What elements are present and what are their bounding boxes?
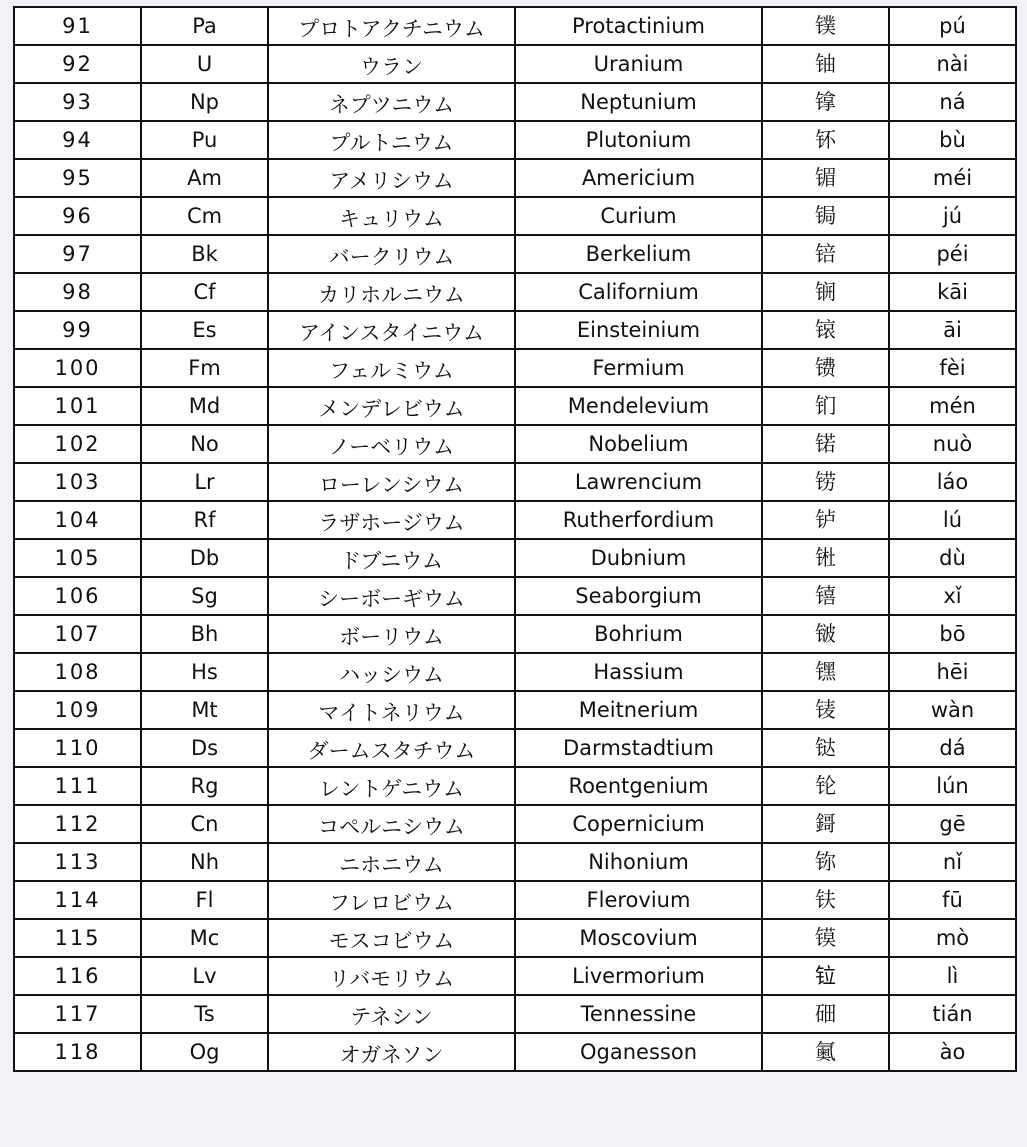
japanese-name-text: テネシン (350, 1005, 433, 1029)
element-symbol-cell: Pa (141, 7, 268, 45)
chinese-character-cell: 锎 (762, 273, 889, 311)
table-row (14, 235, 1016, 273)
table-row (14, 577, 1016, 615)
chinese-character-cell: 铹 (762, 463, 889, 501)
japanese-name-text: ボーリウム (339, 625, 444, 649)
english-name-cell: Nobelium (515, 425, 762, 463)
japanese-name-cell (268, 463, 515, 501)
element-symbol-cell: Sg (141, 577, 268, 615)
chinese-character-cell: 鿭 (762, 843, 889, 881)
atomic-number-cell: 101 (14, 387, 141, 425)
chinese-character-cell: 铀 (762, 45, 889, 83)
english-name-cell: Roentgenium (515, 767, 762, 805)
element-symbol-cell: Ds (141, 729, 268, 767)
japanese-name-text: ネプツニウム (328, 93, 455, 117)
pinyin-cell: āi (889, 311, 1016, 349)
atomic-number-cell: 100 (14, 349, 141, 387)
japanese-name-text: ダームスタチウム (307, 739, 476, 763)
atomic-number-cell: 97 (14, 235, 141, 273)
chinese-character-cell: 𫓧 (762, 881, 889, 919)
atomic-number-cell: 114 (14, 881, 141, 919)
japanese-name-text: ラザホージウム (318, 511, 465, 535)
element-symbol-cell: Am (141, 159, 268, 197)
table-row (14, 45, 1016, 83)
japanese-name-text: コペルニシウム (318, 815, 465, 839)
pinyin-cell: péi (889, 235, 1016, 273)
atomic-number-cell: 110 (14, 729, 141, 767)
table-row (14, 159, 1016, 197)
atomic-number-cell: 102 (14, 425, 141, 463)
japanese-name-cell (268, 83, 515, 121)
chinese-character-cell: 镄 (762, 349, 889, 387)
japanese-name-text: マイトネリウム (318, 701, 465, 725)
pinyin-cell: wàn (889, 691, 1016, 729)
japanese-name-cell (268, 349, 515, 387)
chinese-character-cell: 锘 (762, 425, 889, 463)
english-name-cell: Californium (515, 273, 762, 311)
pinyin-cell: láo (889, 463, 1016, 501)
atomic-number-cell: 96 (14, 197, 141, 235)
atomic-number-cell: 92 (14, 45, 141, 83)
element-symbol-cell: Md (141, 387, 268, 425)
table-row (14, 273, 1016, 311)
japanese-name-cell (268, 615, 515, 653)
chinese-character-cell: 鿏 (762, 691, 889, 729)
atomic-number-cell: 111 (14, 767, 141, 805)
element-symbol-cell: Mt (141, 691, 268, 729)
japanese-name-cell (268, 881, 515, 919)
chinese-character-cell: 镤 (762, 7, 889, 45)
japanese-name-text: バークリウム (328, 245, 455, 269)
chinese-character-cell: 锿 (762, 311, 889, 349)
english-name-cell: Plutonium (515, 121, 762, 159)
table-row (14, 767, 1016, 805)
chinese-character-cell: 镎 (762, 83, 889, 121)
element-names-table (13, 6, 1017, 1072)
chinese-character-cell: 钔 (762, 387, 889, 425)
pinyin-cell: fèi (889, 349, 1016, 387)
english-name-cell: Moscovium (515, 919, 762, 957)
atomic-number-cell: 115 (14, 919, 141, 957)
pinyin-cell: lì (889, 957, 1016, 995)
japanese-name-cell (268, 805, 515, 843)
japanese-name-text: ニホニウム (339, 853, 444, 877)
pinyin-cell: hēi (889, 653, 1016, 691)
english-name-cell: Seaborgium (515, 577, 762, 615)
element-symbol-cell: Rf (141, 501, 268, 539)
japanese-name-cell (268, 235, 515, 273)
japanese-name-text: アインスタイニウム (298, 321, 484, 345)
element-symbol-cell: Pu (141, 121, 268, 159)
pinyin-cell: mò (889, 919, 1016, 957)
japanese-name-cell (268, 577, 515, 615)
chinese-character-cell: 𬬻 (762, 501, 889, 539)
japanese-name-cell (268, 311, 515, 349)
chinese-character-cell: 锫 (762, 235, 889, 273)
japanese-name-cell (268, 843, 515, 881)
element-symbol-cell: Lr (141, 463, 268, 501)
element-symbol-cell: Mc (141, 919, 268, 957)
chinese-character-cell: 锔 (762, 197, 889, 235)
japanese-name-cell (268, 159, 515, 197)
japanese-name-cell (268, 995, 515, 1033)
japanese-name-text: リバモリウム (328, 967, 455, 991)
element-symbol-cell: No (141, 425, 268, 463)
japanese-name-cell (268, 501, 515, 539)
table-row (14, 425, 1016, 463)
element-symbol-cell: Bk (141, 235, 268, 273)
element-symbol-cell: Cn (141, 805, 268, 843)
table-row (14, 691, 1016, 729)
english-name-cell: Copernicium (515, 805, 762, 843)
japanese-name-text: オガネソン (339, 1043, 444, 1067)
table-row (14, 311, 1016, 349)
atomic-number-cell: 106 (14, 577, 141, 615)
english-name-cell: Tennessine (515, 995, 762, 1033)
english-name-cell: Einsteinium (515, 311, 762, 349)
table-row (14, 463, 1016, 501)
japanese-name-cell (268, 425, 515, 463)
english-name-cell: Fermium (515, 349, 762, 387)
pinyin-cell: pú (889, 7, 1016, 45)
atomic-number-cell: 113 (14, 843, 141, 881)
english-name-cell: Lawrencium (515, 463, 762, 501)
english-name-cell: Americium (515, 159, 762, 197)
element-symbol-cell: Fl (141, 881, 268, 919)
english-name-cell: Uranium (515, 45, 762, 83)
japanese-name-text: ハッシウム (339, 663, 444, 687)
atomic-number-cell: 93 (14, 83, 141, 121)
pinyin-cell: méi (889, 159, 1016, 197)
english-name-cell: Oganesson (515, 1033, 762, 1071)
japanese-name-cell (268, 767, 515, 805)
japanese-name-text: キュリウム (339, 207, 444, 231)
pinyin-cell: nǐ (889, 843, 1016, 881)
japanese-name-cell (268, 273, 515, 311)
atomic-number-cell: 109 (14, 691, 141, 729)
element-symbol-cell: Rg (141, 767, 268, 805)
table-row (14, 1033, 1016, 1071)
element-symbol-cell: Lv (141, 957, 268, 995)
japanese-name-cell (268, 7, 515, 45)
chinese-character-cell: 鿫 (762, 1033, 889, 1071)
english-name-cell: Hassium (515, 653, 762, 691)
table-row (14, 349, 1016, 387)
pinyin-cell: kāi (889, 273, 1016, 311)
element-symbol-cell: Bh (141, 615, 268, 653)
english-name-cell: Rutherfordium (515, 501, 762, 539)
english-name-cell: Protactinium (515, 7, 762, 45)
table-row (14, 881, 1016, 919)
table-row (14, 387, 1016, 425)
table-row (14, 653, 1016, 691)
pinyin-cell: tián (889, 995, 1016, 1033)
table-row (14, 7, 1016, 45)
japanese-name-text: ローレンシウム (318, 473, 465, 497)
japanese-name-cell (268, 653, 515, 691)
table-row (14, 615, 1016, 653)
pinyin-cell: fū (889, 881, 1016, 919)
chinese-character-cell: 𬭳 (762, 577, 889, 615)
table-row (14, 121, 1016, 159)
atomic-number-cell: 91 (14, 7, 141, 45)
atomic-number-cell: 118 (14, 1033, 141, 1071)
japanese-name-cell (268, 387, 515, 425)
table-row (14, 197, 1016, 235)
pinyin-cell: mén (889, 387, 1016, 425)
element-symbol-cell: Fm (141, 349, 268, 387)
element-symbol-cell: Cm (141, 197, 268, 235)
chinese-character-cell: 钚 (762, 121, 889, 159)
table-row (14, 83, 1016, 121)
japanese-name-text: フレロビウム (329, 891, 454, 915)
element-symbol-cell: Cf (141, 273, 268, 311)
japanese-name-text: シーボーギウム (318, 587, 465, 611)
japanese-name-cell (268, 691, 515, 729)
japanese-name-cell (268, 121, 515, 159)
pinyin-cell: bù (889, 121, 1016, 159)
english-name-cell: Berkelium (515, 235, 762, 273)
japanese-name-text: フェルミウム (329, 359, 454, 383)
chinese-character-cell: 镆 (762, 919, 889, 957)
atomic-number-cell: 108 (14, 653, 141, 691)
english-name-cell: Livermorium (515, 957, 762, 995)
atomic-number-cell: 105 (14, 539, 141, 577)
chinese-character-cell: 鿬 (762, 995, 889, 1033)
atomic-number-cell: 99 (14, 311, 141, 349)
atomic-number-cell: 95 (14, 159, 141, 197)
table-row (14, 995, 1016, 1033)
atomic-number-cell: 117 (14, 995, 141, 1033)
chinese-character-cell: 鎶 (762, 805, 889, 843)
pinyin-cell: ào (889, 1033, 1016, 1071)
element-symbol-cell: U (141, 45, 268, 83)
pinyin-cell: lú (889, 501, 1016, 539)
element-symbol-cell: Ts (141, 995, 268, 1033)
element-symbol-cell: Db (141, 539, 268, 577)
pinyin-cell: nuò (889, 425, 1016, 463)
english-name-cell: Dubnium (515, 539, 762, 577)
japanese-name-text: プロトアクチニウム (298, 17, 485, 41)
chinese-character-cell: 𫟼 (762, 729, 889, 767)
japanese-name-cell (268, 45, 515, 83)
english-name-cell: Flerovium (515, 881, 762, 919)
pinyin-cell: gē (889, 805, 1016, 843)
atomic-number-cell: 98 (14, 273, 141, 311)
english-name-cell: Bohrium (515, 615, 762, 653)
japanese-name-cell (268, 957, 515, 995)
chinese-character-cell: 𬭊 (762, 539, 889, 577)
pinyin-cell: nài (889, 45, 1016, 83)
chinese-character-cell: 镅 (762, 159, 889, 197)
chinese-character-cell: 𬭶 (762, 653, 889, 691)
pinyin-cell: bō (889, 615, 1016, 653)
japanese-name-text: プルトニウム (329, 131, 454, 155)
chinese-character-cell: 𬭛 (762, 615, 889, 653)
pinyin-cell: ná (889, 83, 1016, 121)
table-row (14, 729, 1016, 767)
element-symbol-cell: Np (141, 83, 268, 121)
japanese-name-text: メンデレビウム (318, 397, 465, 421)
table-row (14, 957, 1016, 995)
japanese-name-text: ウラン (360, 55, 423, 79)
table-row (14, 843, 1016, 881)
pinyin-cell: jú (889, 197, 1016, 235)
atomic-number-cell: 94 (14, 121, 141, 159)
table-row (14, 805, 1016, 843)
pinyin-cell: xǐ (889, 577, 1016, 615)
japanese-name-cell (268, 197, 515, 235)
element-symbol-cell: Nh (141, 843, 268, 881)
table-row (14, 501, 1016, 539)
japanese-name-cell (268, 539, 515, 577)
atomic-number-cell: 103 (14, 463, 141, 501)
japanese-name-text: モスコビウム (328, 929, 455, 953)
japanese-name-cell (268, 729, 515, 767)
japanese-name-text: カリホルニウム (318, 283, 465, 307)
element-symbol-cell: Es (141, 311, 268, 349)
chinese-character-cell: 𬬭 (762, 767, 889, 805)
english-name-cell: Meitnerium (515, 691, 762, 729)
english-name-cell: Darmstadtium (515, 729, 762, 767)
atomic-number-cell: 116 (14, 957, 141, 995)
english-name-cell: Curium (515, 197, 762, 235)
english-name-cell: Neptunium (515, 83, 762, 121)
japanese-name-cell (268, 1033, 515, 1071)
japanese-name-text: ドブニウム (339, 549, 444, 573)
chinese-character-cell: 𫟷 (762, 957, 889, 995)
pinyin-cell: dù (889, 539, 1016, 577)
pinyin-cell: lún (889, 767, 1016, 805)
pinyin-cell: dá (889, 729, 1016, 767)
atomic-number-cell: 107 (14, 615, 141, 653)
english-name-cell: Nihonium (515, 843, 762, 881)
element-symbol-cell: Hs (141, 653, 268, 691)
atomic-number-cell: 112 (14, 805, 141, 843)
japanese-name-cell (268, 919, 515, 957)
table-body (14, 7, 1016, 1071)
japanese-name-text: レントゲニウム (318, 777, 464, 801)
table-row (14, 919, 1016, 957)
table-row (14, 539, 1016, 577)
element-symbol-cell: Og (141, 1033, 268, 1071)
japanese-name-text: アメリシウム (329, 169, 454, 193)
atomic-number-cell: 104 (14, 501, 141, 539)
english-name-cell: Mendelevium (515, 387, 762, 425)
japanese-name-text: ノーベリウム (328, 435, 455, 459)
